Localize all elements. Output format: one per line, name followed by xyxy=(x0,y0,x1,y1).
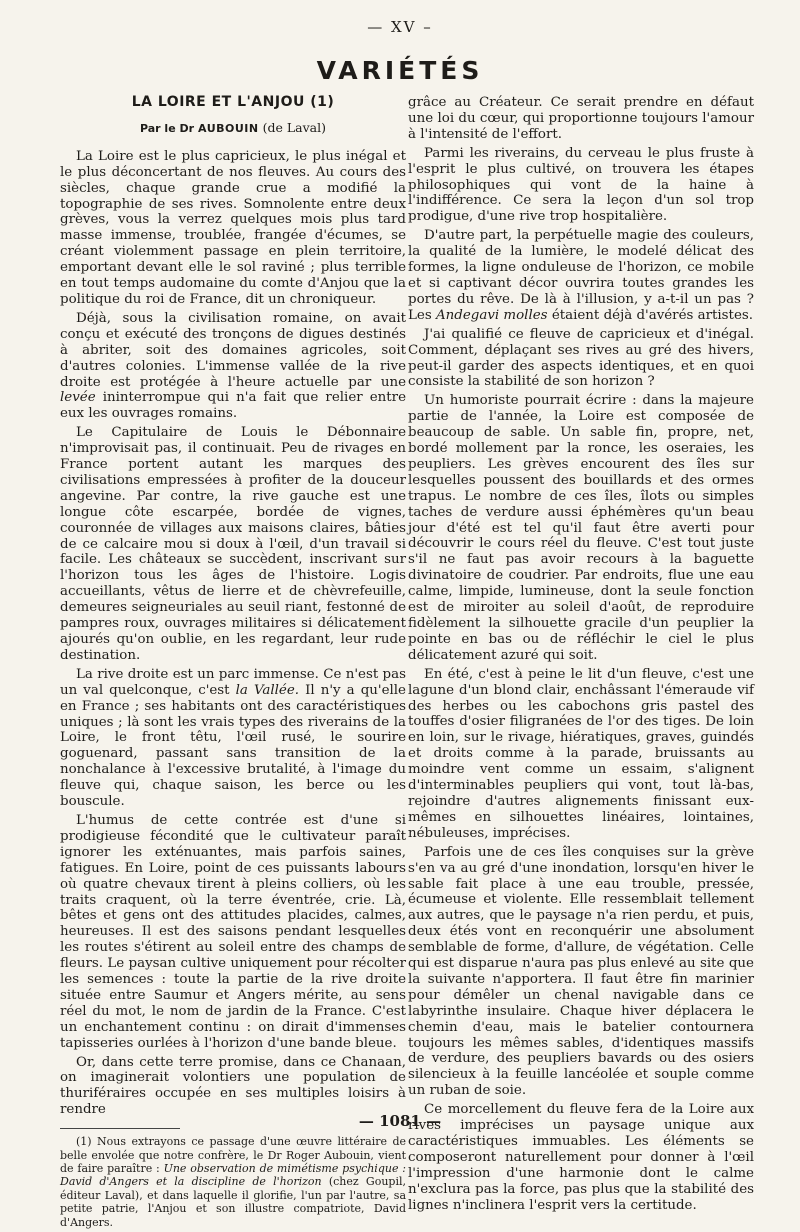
paragraph: La Loire est le plus capricieux, le plus inégal et le plus déconcertant de nos fleuves. Au cours des siècles, chaque grande crue a modifié la topographie de ses rives. Somnolente entre deux grèves, vous la verrez quelques mois plus tard masse immense, troublée, frangée d'écumes, se créant violemment passage en plein territoire, emportant devant elle le sol raviné ; plus terrible en tout temps audomaine du comte d'Anjou que la politique du roi de France, dit un chroniqueur. xyxy=(60,148,406,307)
paragraph xyxy=(60,667,406,810)
paragraph xyxy=(408,228,754,323)
paragraph: Parmi les riverains, du cerveau le plus fruste à l'esprit le plus cultivé, on trouvera les étapes philosophiques qui vont de la haine à l'indifférence. Ce sera la leçon d'un sol trop prodigue, d'une rive trop hospitalière. xyxy=(408,145,754,225)
byline xyxy=(60,120,406,137)
italic-run: Andegavi molles xyxy=(435,307,548,323)
footnote xyxy=(60,1135,406,1229)
article-title: LA LOIRE ET L'ANJOU (1) xyxy=(131,94,335,110)
italic-run: la Vallée. xyxy=(235,682,300,698)
page-number: — 1081 — xyxy=(358,1112,442,1130)
italic-run: levée xyxy=(60,390,96,406)
left-column xyxy=(60,95,406,1232)
text-run: Déjà, sous la civilisation romaine, on avait conçu et exécuté des tronçons de digues destinés à abriter, soit des domaines agricoles, soit d'autres colonies. L'immense vallée de la rive droite est protégée à l'heure actuelle par une xyxy=(60,310,406,390)
paragraph: Parfois une de ces îles conquises sur la grève s'en va au gré d'une inondation, lorsqu'en hiver le sable fait place à une eau trouble, pressée, écumeuse et violente. Elle ressemblait tellement aux autres, que le paysage n'a rien perdu, et puis, deux étés vont en reconquérir une absolument semblable de forme, d'allure, de végétation. Celle qui est disparue n'aura pas plus enlevé au site que la suivante n'apportera. Il faut être fin marinier pour démêler un chenal navigable dans ce labyrinthe insulaire. Chaque hiver déplacera le chemin d'eau, mais le batelier contournera toujours les mêmes sables, d'identiques massifs de verdure, des peupliers bavards ou des osiers silencieux à la feuille lancéolée et souple comme un ruban de soie. xyxy=(408,844,754,1099)
section-title: VARIÉTÉS xyxy=(316,56,484,85)
paragraph: grâce au Créateur. Ce serait prendre en défaut une loi du cœur, qui proportionne toujours l'amour à l'intensité de l'effort. xyxy=(408,95,754,142)
byline-prefix: Par le Dr xyxy=(139,121,195,135)
text-run: Il n'y a qu'elle en France ; ses habitants ont des caractéristiques uniques ; là sont les vrais types des riverains de la Loire, le front têtu, l'œil rusé, le sourire goguenard, passant sans transition de la nonchalance à l'excessive brutalité, à l'image du fleuve qui, chaque saison, les berce ou les bouscule. xyxy=(60,682,406,810)
paragraph: J'ai qualifié ce fleuve de capricieux et d'inégal. Comment, déplaçant ses rives au gré des hivers, peut-il garder des aspects identiques, et en quoi consiste la stabilité de son horizon ? xyxy=(408,326,754,390)
right-column xyxy=(408,95,754,1217)
paragraph: Or, dans cette terre promise, dans ce Chanaan, on imaginerait volontiers une population de thuriféraires occupée en ses multiples loisirs à rendre xyxy=(60,1054,406,1118)
text-run: (chez Goupil, éditeur Laval), et dans laquelle il glorifie, l'un par l'autre, sa petite patrie, l'Anjou et son illustre compatriote, David d'Angers. xyxy=(60,1175,406,1229)
paragraph: Un humoriste pourrait écrire : dans la majeure partie de l'année, la Loire est composée de beaucoup de sable. Un sable fin, propre, net, bordé mollement par la ronce, les oseraies, les peupliers. Les grèves encourent des îles sur lesquelles poussent des bouillards et des ormes trapus. Le nombre de ces îles, îlots ou simples taches de verdure aussi éphémères qu'un beau jour d'été est tel qu'il faut être averti pour découvrir le cours réel du fleuve. C'est tout juste s'il ne faut pas avoir recours à la baguette divinatoire de coudrier. Par endroits, flue une eau calme, limpide, lumineuse, dont la seule fonction est de miroiter au soleil d'août, de reproduire fidèlement la silhouette gracile d'un peuplier la pointe en bas ou de réfléchir le ciel le plus délicatement azuré qui soit. xyxy=(408,393,754,663)
paragraph: L'humus de cette contrée est d'une si prodigieuse fécondité que le cultivateur paraît ignorer les exténuantes, mais parfois saines, fatigues. En Loire, point de ces puissants labours où quatre chevaux tirent à pleins colliers, où les traits craquent, où la terre éventrée, crie. Là, bêtes et gens ont des attitudes placides, calmes, heureuses. Il est des saisons pendant lesquelles les routes s'étirent au soleil entre des champs de fleurs. Le paysan cultive uniquement pour récolter les semences : toute la partie de la rive droite située entre Saumur et Angers mérite, au sens réel du mot, le nom de jardin de la France. C'est un enchantement continu : on dirait d'immenses tapisseries ourlées à l'horizon d'une bande bleue. xyxy=(60,812,406,1051)
italic-run: Une observation de mimétisme psychique : David d'Angers et la discipline de l'horizon xyxy=(60,1162,406,1189)
paragraph: Ce morcellement du fleuve fera de la Loire aux rives imprécises un paysage unique aux caractéristiques immuables. Les éléments se composeront naturellement pour donner à l'œil l'impression d'une harmonie dont le calme n'exclura pas la force, pas plus que la stabilité des lignes n'inclinera l'esprit vers la certitude. xyxy=(408,1102,754,1213)
text-run: étaient déjà d'avérés artistes. xyxy=(551,307,753,323)
paragraph: Le Capitulaire de Louis le Débonnaire n'improvisait pas, il continuait. Peu de rivages en France portent autant les marques des civilisations empressées à profiter de la douceur angevine. Par contre, la rive gauche est une longue côte escarpée, bordée de vignes, couronnée de villages aux maisons claires, bâties de ce calcaire mou si doux à l'œil, d'un travail si facile. Les châteaux se succèdent, inscrivant sur l'horizon tous les âges de l'histoire. Logis accueillants, vêtus de lierre et de chèvrefeuille, demeures seigneuriales au seuil riant, festonné de pampres roux, ouvrages militaires si délicatement ajourés qu'on oublie, en les regardant, leur rude destination. xyxy=(60,425,406,663)
paragraph: En été, c'est à peine le lit d'un fleuve, c'est une lagune d'un blond clair, enchâssant l'émeraude vif des herbes ou les cabochons gris pastel des touffes d'osier filigranées de l'or des tiges. De loin en loin, sur le rivage, hiératiques, graves, guindés et droits comme à la parade, bruissants au moindre vent comme un essaim, s'alignent d'interminables peupliers qui vont, tout là-bas, rejoindre d'autres alignements finissant eux-mêmes en silhouettes linéaires, lointaines, nébuleuses, imprécises. xyxy=(408,666,754,841)
text-run: ininterrompue qui n'a fait que relier entre eux les ouvrages romains. xyxy=(60,390,406,422)
text-run: (1) Nous extrayons ce passage d'une œuvre littéraire de belle envolée que notre confrère, le Dr Roger Aubouin, vient de faire paraître : xyxy=(60,1135,406,1175)
byline-author: AUBOUIN xyxy=(198,121,259,135)
text-run: La rive droite est un parc immense. Ce n'est pas un val quelconque, c'est xyxy=(60,666,406,698)
paragraph xyxy=(60,311,406,422)
running-folio: — XV – xyxy=(367,18,433,36)
byline-place: (de Laval) xyxy=(262,119,326,135)
text-run: D'autre part, la perpétuelle magie des couleurs, la qualité de la lumière, le modelé délicat des formes, la ligne onduleuse de l'horizon, ce mobile et si captivant décor ouvrira toutes grandes les portes du rêve. De là à l'illusion, y a-t-il un pas ? Les xyxy=(408,228,754,323)
